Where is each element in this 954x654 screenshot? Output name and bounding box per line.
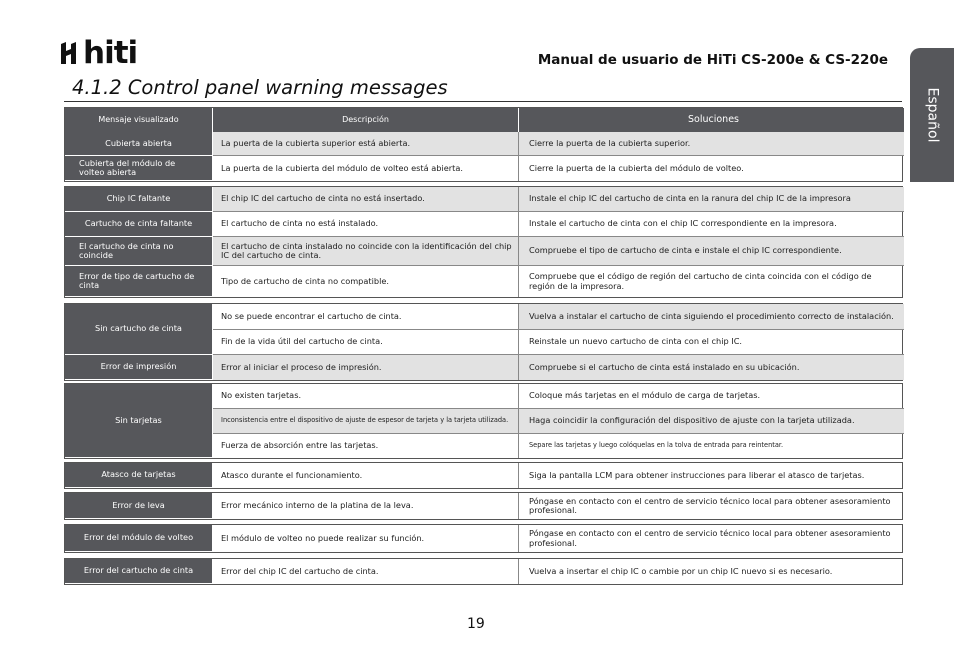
solution-cell: Separe las tarjetas y luego colóquelas en la tolva de entrada para reintentar. <box>529 441 784 450</box>
solution-cell: Póngase en contacto con el centro de servicio técnico local para obtener asesoramiento profesional. <box>529 528 891 548</box>
solution-cell: Póngase en contacto con el centro de servicio técnico local para obtener asesoramiento profesional. <box>529 495 891 515</box>
description-cell: La puerta de la cubierta del módulo de volteo está abierta. <box>213 156 519 181</box>
description-cell: Atasco durante el funcionamiento. <box>213 463 519 488</box>
section-title: 4.1.2 Control panel warning messages <box>72 76 448 99</box>
solution-cell: Coloque más tarjetas en el módulo de carga de tarjetas. <box>519 384 904 409</box>
description-cell: Fuerza de absorción entre las tarjetas. <box>213 434 519 458</box>
language-tab-label: Español <box>924 87 940 143</box>
solution-cell: Siga la pantalla LCM para obtener instrucciones para liberar el atasco de tarjetas. <box>529 469 865 480</box>
manual-title: Manual de usuario de HiTi CS-200e & CS-220e <box>537 52 888 68</box>
message-cell: Error de impresión <box>65 355 213 380</box>
table-group-card-jam <box>64 462 903 489</box>
description-cell: No existen tarjetas. <box>213 384 519 409</box>
message-cell: Error del cartucho de cinta <box>65 559 213 584</box>
hiti-logo <box>60 36 137 70</box>
message-cell: Cubierta abierta <box>65 132 213 156</box>
message-cell: Chip IC faltante <box>65 187 213 212</box>
solution-cell: Haga coincidir la configuración del dispositivo de ajuste con la tarjeta utilizada. <box>519 409 904 434</box>
message-cell: Atasco de tarjetas <box>65 463 213 488</box>
description-cell: No se puede encontrar el cartucho de cinta. <box>213 304 519 330</box>
column-header-solutions: Soluciones <box>519 108 904 132</box>
solution-cell: Vuelva a insertar el chip IC o cambie por un chip IC nuevo si es necesario. <box>529 565 833 576</box>
table-group-flip-module-error <box>64 524 903 553</box>
solution-cell: Cierre la puerta de la cubierta del módulo de volteo. <box>529 162 744 173</box>
description-cell: Tipo de cartucho de cinta no compatible. <box>213 266 519 297</box>
message-cell: Error de tipo de cartucho de cinta <box>65 266 213 297</box>
description-cell: Error del chip IC del cartucho de cinta. <box>213 559 519 584</box>
message-cell: El cartucho de cinta no coincide <box>65 237 213 266</box>
column-header-message: Mensaje visualizado <box>65 108 213 132</box>
description-cell: Inconsistencia entre el dispositivo de ajuste de espesor de tarjeta y la tarjeta utilizada. <box>213 409 519 434</box>
solution-cell: Instale el chip IC del cartucho de cinta en la ranura del chip IC de la impresora <box>519 187 904 212</box>
description-cell: El módulo de volteo no puede realizar su función. <box>213 525 519 552</box>
description-cell: Error al iniciar el proceso de impresión. <box>213 355 519 380</box>
title-divider <box>64 101 902 102</box>
description-cell: La puerta de la cubierta superior está abierta. <box>213 132 519 156</box>
hiti-logo-mark-icon <box>60 41 82 65</box>
solution-cell: Cierre la puerta de la cubierta superior. <box>519 132 904 156</box>
table-group-no-cards <box>64 383 903 459</box>
description-cell: El cartucho de cinta instalado no coincide con la identificación del chip IC del cartucho de cinta. <box>213 237 519 266</box>
page-number: 19 <box>467 616 485 632</box>
table-group-cam-error <box>64 492 903 520</box>
message-cell: Error del módulo de volteo <box>65 525 213 552</box>
message-cell-merged: Sin tarjetas <box>65 384 213 458</box>
language-tab <box>910 48 954 182</box>
table-group-ribbon-error <box>64 558 903 585</box>
message-cell: Error de leva <box>65 493 213 519</box>
message-cell: Cubierta del módulo de volteo abierta <box>65 156 213 181</box>
description-cell: Error mecánico interno de la platina de la leva. <box>213 493 519 519</box>
description-cell: El cartucho de cinta no está instalado. <box>213 212 519 237</box>
table-group-no-ribbon <box>64 303 903 381</box>
message-cell: Cartucho de cinta faltante <box>65 212 213 237</box>
solution-cell: Reinstale un nuevo cartucho de cinta con el chip IC. <box>519 330 904 355</box>
solution-cell: Compruebe el tipo de cartucho de cinta e instale el chip IC correspondiente. <box>519 237 904 266</box>
solution-cell: Compruebe que el código de región del cartucho de cinta coincida con el código de región de la impresora. <box>529 271 872 291</box>
description-cell: Fin de la vida útil del cartucho de cinta. <box>213 330 519 355</box>
table-group-ribbon <box>64 186 903 298</box>
table-header-block <box>64 107 903 182</box>
description-cell: El chip IC del cartucho de cinta no está insertado. <box>213 187 519 212</box>
logo-wordmark: hiti <box>83 34 138 71</box>
solution-cell: Vuelva a instalar el cartucho de cinta siguiendo el procedimiento correcto de instalación. <box>519 304 904 330</box>
column-header-description: Descripción <box>213 108 519 132</box>
message-cell-merged: Sin cartucho de cinta <box>65 304 213 355</box>
solution-cell: Compruebe si el cartucho de cinta está instalado en su ubicación. <box>519 355 904 380</box>
solution-cell: Instale el cartucho de cinta con el chip IC correspondiente en la impresora. <box>519 212 904 237</box>
